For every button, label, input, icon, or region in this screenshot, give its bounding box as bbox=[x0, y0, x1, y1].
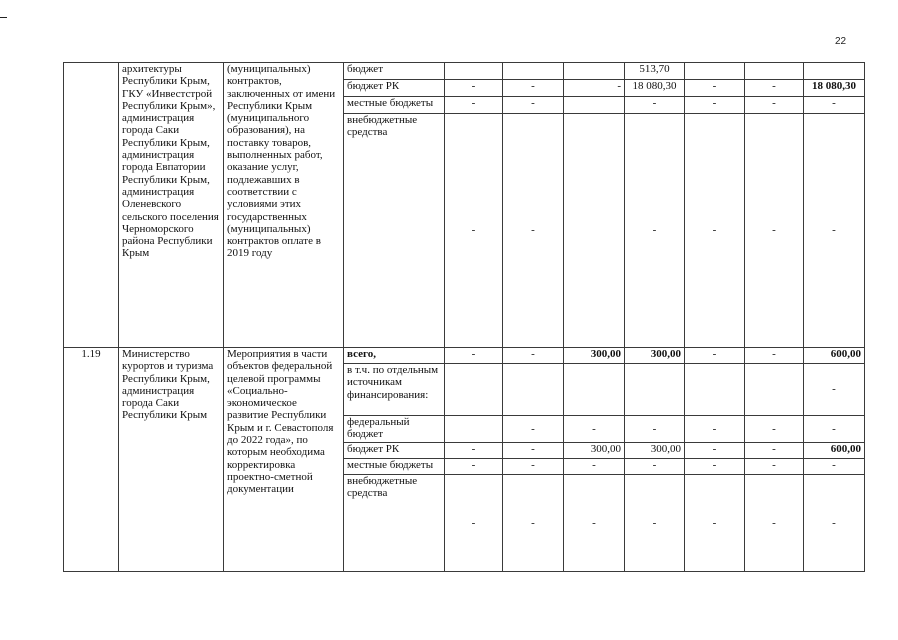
value-cell bbox=[445, 416, 503, 443]
total-cell: - bbox=[804, 114, 865, 348]
total-cell: - bbox=[804, 416, 865, 443]
value-cell: - bbox=[625, 416, 685, 443]
total-cell: - bbox=[804, 459, 865, 475]
value-cell: - bbox=[685, 443, 745, 459]
total-cell: 600,00 bbox=[804, 348, 865, 364]
value-cell: 513,70 bbox=[625, 63, 685, 80]
value-cell bbox=[745, 63, 804, 80]
value-cell: - bbox=[503, 416, 564, 443]
total-cell bbox=[804, 63, 865, 80]
value-cell: - bbox=[445, 443, 503, 459]
source-cell: внебюджетные средства bbox=[344, 475, 445, 572]
value-cell: 300,00 bbox=[625, 348, 685, 364]
value-cell: - bbox=[503, 97, 564, 114]
value-cell bbox=[564, 114, 625, 348]
total-cell: - bbox=[804, 364, 865, 416]
value-cell: - bbox=[745, 114, 804, 348]
total-cell: 18 080,30 bbox=[804, 80, 865, 97]
value-cell: - bbox=[503, 443, 564, 459]
value-cell: - bbox=[445, 114, 503, 348]
budget-table bbox=[63, 62, 865, 572]
source-cell: бюджет РК bbox=[344, 80, 445, 97]
value-cell: - bbox=[625, 97, 685, 114]
total-cell: 600,00 bbox=[804, 443, 865, 459]
value-cell: - bbox=[445, 475, 503, 572]
value-cell: - bbox=[564, 416, 625, 443]
value-cell: - bbox=[685, 416, 745, 443]
value-cell: - bbox=[564, 80, 625, 97]
source-cell: местные бюджеты bbox=[344, 459, 445, 475]
value-cell bbox=[745, 364, 804, 416]
value-cell: - bbox=[445, 97, 503, 114]
source-cell: всего, bbox=[344, 348, 445, 364]
source-cell: бюджет РК bbox=[344, 443, 445, 459]
value-cell: - bbox=[685, 475, 745, 572]
description-cell: Мероприятия в части объектов федеральной целевой программы «Социально-экономическое развитие Республики Крым и г. Севастополя до 2022 года», по которым необходима корректировка проектно-сметной документации bbox=[224, 348, 344, 572]
source-cell: внебюджетные средства bbox=[344, 114, 445, 348]
value-cell: - bbox=[445, 80, 503, 97]
value-cell bbox=[685, 364, 745, 416]
value-cell: - bbox=[685, 348, 745, 364]
value-cell: - bbox=[503, 459, 564, 475]
value-cell: - bbox=[625, 114, 685, 348]
row-number-cell bbox=[64, 63, 119, 348]
value-cell: - bbox=[745, 348, 804, 364]
margin-dash bbox=[0, 17, 7, 18]
value-cell: - bbox=[745, 97, 804, 114]
value-cell: - bbox=[445, 459, 503, 475]
value-cell: - bbox=[745, 475, 804, 572]
source-cell: бюджет bbox=[344, 63, 445, 80]
value-cell: - bbox=[685, 114, 745, 348]
value-cell: 18 080,30 bbox=[625, 80, 685, 97]
source-cell: в т.ч. по отдельным источникам финансирования: bbox=[344, 364, 445, 416]
value-cell bbox=[564, 364, 625, 416]
row-number-cell: 1.19 bbox=[64, 348, 119, 572]
value-cell bbox=[685, 63, 745, 80]
value-cell bbox=[564, 97, 625, 114]
value-cell: - bbox=[625, 459, 685, 475]
source-cell: федеральный бюджет bbox=[344, 416, 445, 443]
value-cell: - bbox=[685, 80, 745, 97]
value-cell: - bbox=[503, 348, 564, 364]
value-cell bbox=[503, 63, 564, 80]
value-cell: - bbox=[685, 459, 745, 475]
value-cell: - bbox=[445, 348, 503, 364]
table-row bbox=[64, 63, 865, 80]
value-cell: - bbox=[503, 114, 564, 348]
executors-cell: архитектуры Республики Крым, ГКУ «Инвестстрой Республики Крым», администрация города Саки Республики Крым, администрация города Евпатории Республики Крым, администрация Оленевского сельского поселения Черноморского района Республики Крым bbox=[119, 63, 224, 348]
total-cell: - bbox=[804, 97, 865, 114]
value-cell bbox=[564, 63, 625, 80]
value-cell bbox=[445, 63, 503, 80]
value-cell: - bbox=[564, 459, 625, 475]
value-cell bbox=[503, 364, 564, 416]
value-cell: - bbox=[745, 443, 804, 459]
value-cell: - bbox=[503, 80, 564, 97]
table-row bbox=[64, 348, 865, 364]
value-cell: - bbox=[625, 475, 685, 572]
value-cell bbox=[625, 364, 685, 416]
value-cell: - bbox=[745, 459, 804, 475]
executors-cell: Министерство курортов и туризма Республики Крым, администрация города Саки Республики Крым bbox=[119, 348, 224, 572]
value-cell: - bbox=[745, 416, 804, 443]
value-cell: 300,00 bbox=[564, 348, 625, 364]
value-cell: 300,00 bbox=[625, 443, 685, 459]
description-cell: (муниципальных) контрактов, заключенных от имени Республики Крым (муниципального образования), на поставку товаров, выполненных работ, оказание услуг, подлежавших в соответствии с условиями этих государственных (муниципальных) контрактов оплате в 2019 году bbox=[224, 63, 344, 348]
value-cell bbox=[445, 364, 503, 416]
source-cell: местные бюджеты bbox=[344, 97, 445, 114]
total-cell: - bbox=[804, 475, 865, 572]
value-cell: 300,00 bbox=[564, 443, 625, 459]
page-number: 22 bbox=[835, 36, 847, 47]
value-cell: - bbox=[564, 475, 625, 572]
value-cell: - bbox=[745, 80, 804, 97]
value-cell: - bbox=[685, 97, 745, 114]
value-cell: - bbox=[503, 475, 564, 572]
